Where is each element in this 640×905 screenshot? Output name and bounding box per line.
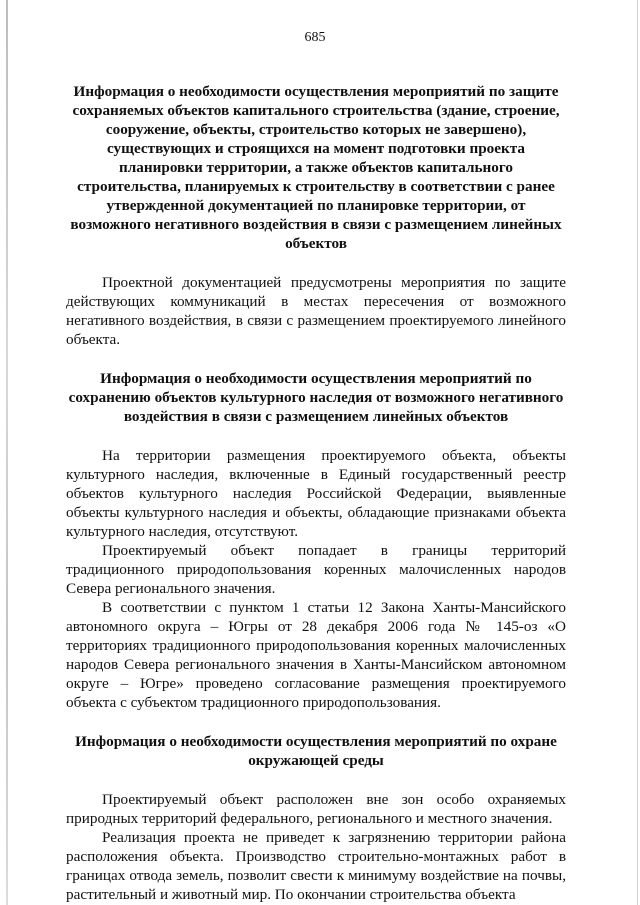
paragraph: Проектной документацией предусмотрены мероприятия по защите действующих коммуникаций в местах пересечения от возможного негативного воздействия, в связи с размещением проектируемого линейного объекта. xyxy=(66,274,566,348)
paragraph: Реализация проекта не приведет к загрязнению территории района расположения объекта. Производство строительно-монтажных работ в границах отвода земель, позволит свести к минимуму воздействие на почвы, растительный и животный мир. По окончании строительства объекта xyxy=(66,829,566,903)
section-heading: Информация о необходимости осуществления мероприятий по сохранению объектов культурного наследия от возможного негативного воздействия в связи с размещением линейных объектов xyxy=(68,370,564,425)
paragraph: На территории размещения проектируемого объекта, объекты культурного наследия, включенные в Единый государственный реестр объектов культурного наследия Российской Федерации, выявленные объекты культурного наследия и объекты, обладающие признаками объекта культурного наследия, отсутствуют. xyxy=(66,447,566,540)
section-heading: Информация о необходимости осуществления мероприятий по защите сохраняемых объектов капитального строительства (здание, строение, сооружение, объекты, строительство которых не завершено), существующих и строящихся на момент подготовки проекта планировки территории, а также объектов капитального строительства, планируемых к строительству в соответствии с ранее утвержденной документацией по планировке территории, от возможного негативного воздействия в связи с размещением линейных объектов xyxy=(70,83,562,252)
paragraph: В соответствии с пунктом 1 статьи 12 Закона Ханты-Мансийского автономного округа – Югры от 28 декабря 2006 года № 145-оз «О территориях традиционного природопользования коренных малочисленных народов Севера регионального значения в Ханты-Мансийском автономном округе – Югре» проведено согласование размещения проектируемого объекта с субъектом традиционного природопользования. xyxy=(66,599,566,711)
scan-right-edge xyxy=(637,0,638,905)
section-protection-of-capital-objects xyxy=(66,82,566,349)
document-body xyxy=(66,82,566,904)
scan-left-edge xyxy=(6,0,8,905)
paragraph: Проектируемый объект попадает в границы территорий традиционного природопользования коренных малочисленных народов Севера регионального значения. xyxy=(66,542,566,597)
section-heading: Информация о необходимости осуществления мероприятий по охране окружающей среды xyxy=(75,733,557,769)
section-environmental-protection xyxy=(66,732,566,904)
section-cultural-heritage xyxy=(66,369,566,712)
page-number: 685 xyxy=(304,30,326,45)
paragraph: Проектируемый объект расположен вне зон особо охраняемых природных территорий федерального, регионального и местного значения. xyxy=(66,791,566,827)
